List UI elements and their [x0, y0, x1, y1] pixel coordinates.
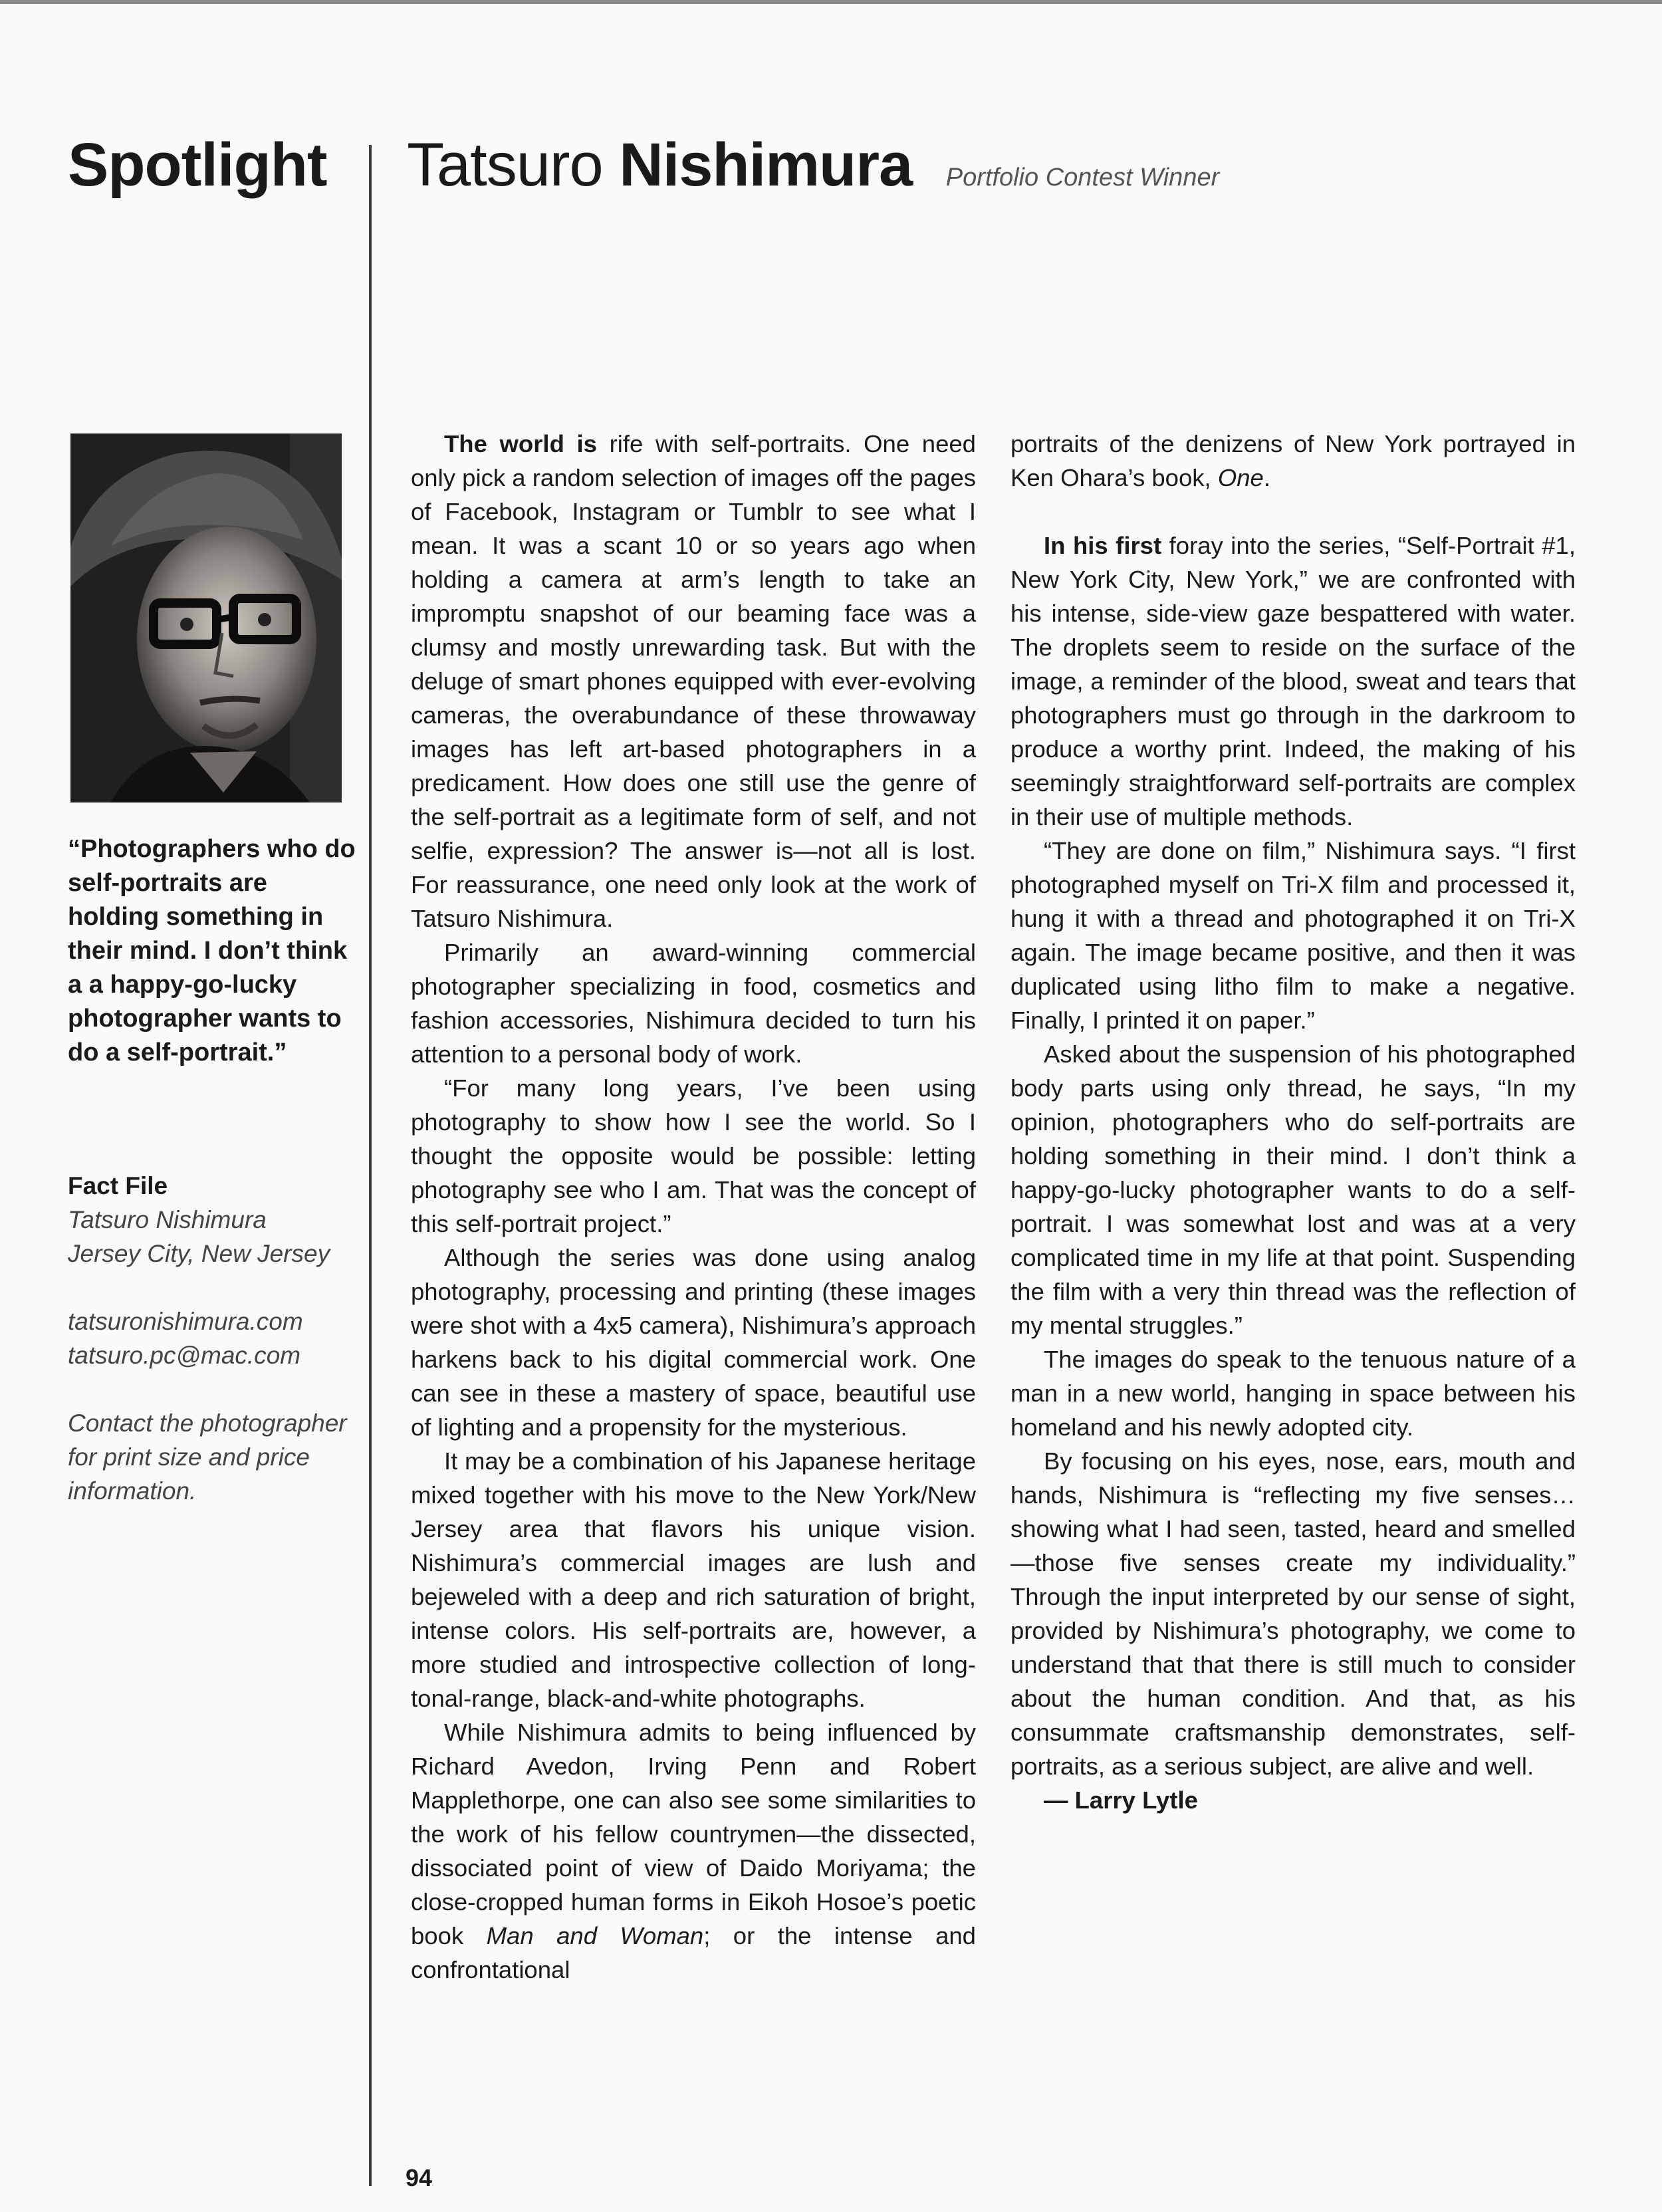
contact-note: Contact the photographer for print size and price information.	[68, 1410, 347, 1505]
article-column-1	[411, 427, 976, 1987]
paragraph: “For many long years, I’ve been using photography to show how I see the world. So I thought the opposite would be possible: letting photography see who I am. That was the concept of this self-portrait project.”	[411, 1074, 976, 1237]
paragraph: “They are done on film,” Nishimura says. “I first photographed myself on Tri-X film and processed it, hung it with a thread and photographed it on Tri-X again. The image became positive, and then it was duplicated using litho film to make a negative. Finally, I printed it on paper.”	[1010, 837, 1576, 1034]
paragraph: Asked about the suspension of his photographed body parts using only thread, he says, “In my opinion, photographers who do self-portraits are holding something in their mind. I don’t think a happy-go-lucky photographer wants to do a self-portrait. I was somewhat lost and was at a very complicated time in my life at that point. Suspending the film with a very thin thread was the reflection of my mental struggles.”	[1010, 1041, 1576, 1339]
paragraph: The images do speak to the tenuous nature of a man in a new world, hanging in space between his homeland and his newly adopted city.	[1010, 1346, 1576, 1441]
portrait-photo	[70, 433, 342, 802]
paragraph: portraits of the denizens of New York portrayed in Ken Ohara’s book, One.	[1010, 430, 1576, 491]
pull-quote: “Photographers who do self-portraits are holding something in their mind. I don’t think a a happy-go-lucky photographer wants to do a self-portrait.”	[68, 835, 356, 1066]
fact-file-heading: Fact File	[68, 1172, 168, 1199]
page-number: 94	[406, 2164, 433, 2191]
fact-file-location: Jersey City, New Jersey	[68, 1240, 330, 1267]
page-title	[407, 130, 1219, 200]
paragraph: Although the series was done using analog photography, processing and printing (these images were shot with a 4x5 camera), Nishimura’s approach harkens back to his digital commercial work. One can see in these a mastery of space, beautiful use of lighting and a propensity for the mysterious.	[411, 1244, 976, 1441]
lead-in: The world is	[444, 430, 597, 457]
first-name: Tatsuro	[407, 131, 603, 199]
paragraph: By focusing on his eyes, nose, ears, mouth and hands, Nishimura is “reflecting my five senses…showing what I had seen, tasted, heard and smelled—those five senses create my individuality.” Through the input interpreted by our sense of sight, provided by Nishimura’s photography, we come to understand that that there is still much to consider about the human condition. And that, as his consummate craftsmanship demonstrates, self-portraits, as a serious subject, are alive and well.	[1010, 1447, 1576, 1780]
book-title: One	[1217, 464, 1264, 491]
section-title: Spotlight	[68, 131, 327, 199]
paragraph: Primarily an award-winning commercial photographer specializing in food, cosmetics and fashion accessories, Nishimura decided to turn his attention to a personal body of work.	[411, 939, 976, 1068]
paragraph: In his first foray into the series, “Self-Portrait #1, New York City, New York,” we are confronted with his intense, side-view gaze bespattered with water. The droplets seem to reside on the surface of the image, a reminder of the blood, sweat and tears that photographers must go through in the darkroom to produce a worthy print. Indeed, the making of his seemingly straightforward self-portraits are complex in their use of multiple methods.	[1010, 532, 1576, 830]
column-divider	[369, 145, 372, 2186]
paragraph: It may be a combination of his Japanese heritage mixed together with his move to the New York/New Jersey area that flavors his unique vision. Nishimura’s commercial images are lush and bejeweled with a deep and rich saturation of bright, intense colors. His self-portraits are, however, a more studied and introspective collection of long-tonal-range, black-and-white photographs.	[411, 1447, 976, 1712]
byline: — Larry Lytle	[1044, 1786, 1198, 1814]
website-link[interactable]: tatsuronishimura.com	[68, 1308, 303, 1335]
paragraph: The world is rife with self-portraits. One need only pick a random selection of images off the pages of Facebook, Instagram or Tumblr to see what I mean. It was a scant 10 or so years ago when holding a camera at arm’s length to take an impromptu snapshot of our beaming face was a clumsy and mostly unrewarding task. But with the deluge of smart phones equipped with ever-evolving cameras, the overabundance of these throwaway images has left art-based photographers in a predicament. How does one still use the genre of the self-portrait as a legitimate form of self, and not selfie, expression? The answer is—not all is lost. For reassurance, one need only look at the work of Tatsuro Nishimura.	[411, 430, 976, 932]
paragraph: While Nishimura admits to being influenced by Richard Avedon, Irving Penn and Robert Mapplethorpe, one can also see some similarities to the work of his fellow countrymen—the dissected, dissociated point of view of Daido Moriyama; the close-cropped human forms in Eikoh Hosoe’s poetic book Man and Woman; or the intense and confrontational	[411, 1719, 976, 1983]
lead-in: In his first	[1044, 532, 1162, 559]
book-title: Man and Woman	[486, 1922, 704, 1949]
last-name: Nishimura	[619, 131, 913, 199]
article-column-2	[1010, 427, 1576, 1817]
email-link[interactable]: tatsuro.pc@mac.com	[68, 1342, 301, 1369]
tagline: Portfolio Contest Winner	[945, 164, 1220, 191]
fact-file-name: Tatsuro Nishimura	[68, 1206, 267, 1233]
top-border	[0, 0, 1662, 4]
fact-file	[68, 1169, 360, 1508]
